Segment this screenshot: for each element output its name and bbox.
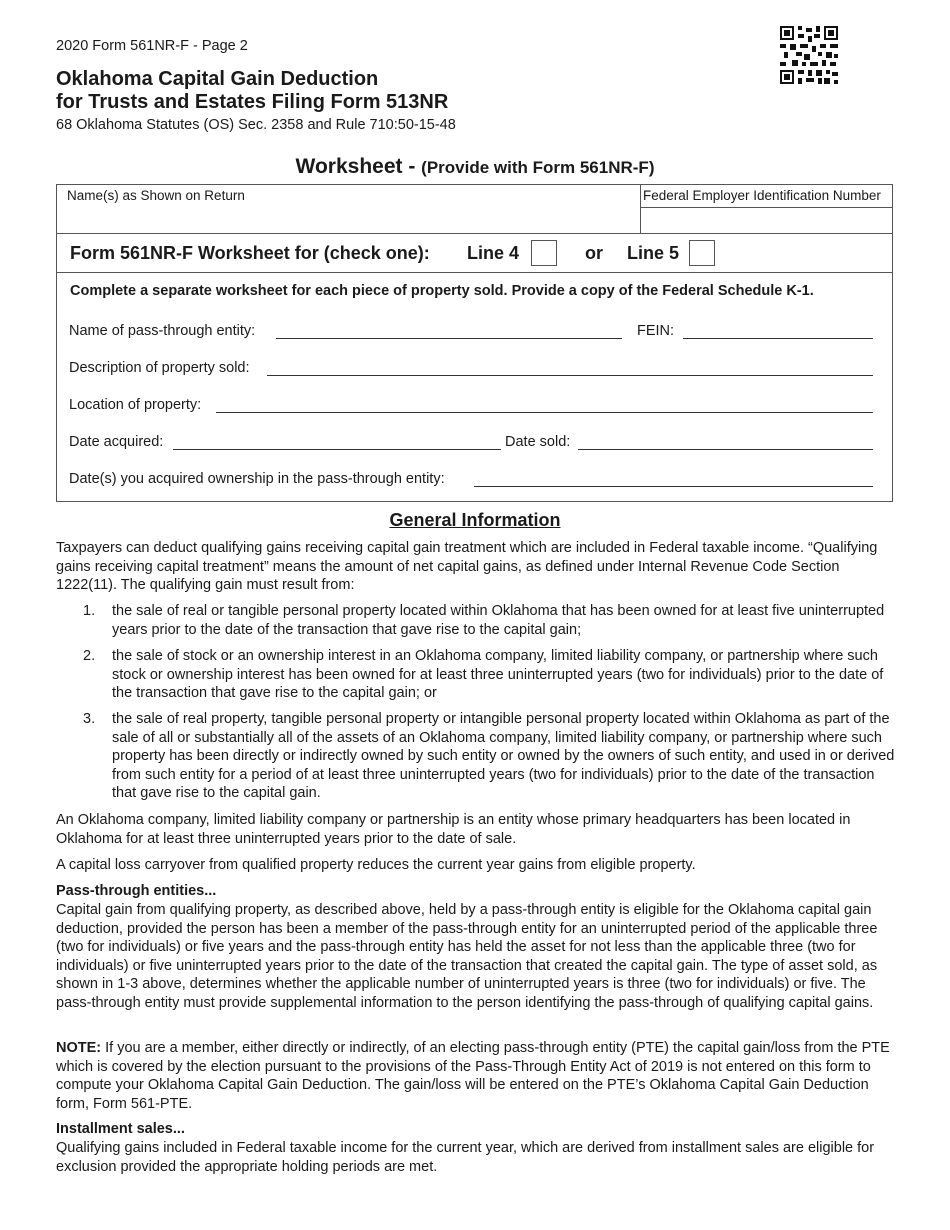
ownership-date-label: Date(s) you acquired ownership in the pass-through entity: [69,471,445,487]
date-acquired-label: Date acquired: [69,434,164,450]
line4-label: Line 4 [467,243,520,263]
worksheet-subtitle: (Provide with Form 561NR-F) [421,158,655,177]
entity-name-label: Name of pass-through entity: [69,323,256,339]
title-line-2: for Trusts and Estates Filing Form 513NR [56,91,449,113]
location-label: Location of property: [69,397,202,413]
line4-checkbox[interactable] [531,240,557,266]
location-input[interactable] [216,412,873,413]
date-acquired-input[interactable] [173,449,501,450]
list-item-number: 3. [83,711,96,727]
qr-code-icon [780,26,838,84]
worksheet-box [56,184,893,502]
installment-paragraph: Qualifying gains included in Federal taxable income for the current year, which are derived from installment sales are eligible for exclusion provided the appropriate holding periods are met. [56,1140,875,1175]
fein-id-label: Federal Employer Identification Number [643,188,881,203]
line5-checkbox[interactable] [689,240,715,266]
fein-id-divider [641,207,892,208]
carryover-paragraph: A capital loss carryover from qualified property reduces the current year gains from eligible property. [56,857,696,873]
check-one-row [57,233,892,273]
statute-reference: 68 Oklahoma Statutes (OS) Sec. 2358 and Rule 710:50-15-48 [56,117,456,133]
pte-heading: Pass-through entities... [56,883,217,899]
fein-label: FEIN: [637,323,675,339]
date-sold-input[interactable] [578,449,873,450]
names-label: Name(s) as Shown on Return [67,188,245,203]
page-label: 2020 Form 561NR-F - Page 2 [56,38,248,54]
or-label: or [585,243,603,263]
list-item-text: the sale of real or tangible personal property located within Oklahoma that has been owned for at least five uninterrupted years prior to the date of the transaction that gave rise to the capital gain; [112,603,885,638]
list-item-text: the sale of stock or an ownership interest in an Oklahoma company, limited liability company, or partnership where such stock or ownership interest has been owned for at least three uninterrupted years (two for individuals) prior to the date of the transaction that gave rise to the capital gain; or [112,648,884,701]
description-label: Description of property sold: [69,360,250,376]
title-line-1: Oklahoma Capital Gain Deduction [56,68,379,90]
worksheet-instruction: Complete a separate worksheet for each piece of property sold. Provide a copy of the Federal Schedule K-1. [70,283,814,299]
ok-company-paragraph: An Oklahoma company, limited liability company or partnership is an entity whose primary headquarters has been located in Oklahoma for at least three uninterrupted years prior to the date of sale. [56,812,851,847]
note-paragraph [56,1039,896,1113]
pte-paragraph: Capital gain from qualifying property, as described above, held by a pass-through entity is eligible for the Oklahoma capital gain deduction, provided the person has been a member of the pass-through entity for an uninterrupted period of the applicable three (two for individuals) or five years and the pass-through entity has held the asset for not less than the applicable three (two for individuals) or five uninterrupted years prior to the date of the transaction that created the capital gain. The type of asset sold, as shown in 1-3 above, determines whether the applicable number of uninterrupted years is three (two for individuals) or five. The pass-through entity must provide supplemental information to the person identifying the pass-through of qualifying capital gains. [56,902,878,1011]
fein-input[interactable] [683,338,873,339]
list-item-number: 2. [83,648,96,664]
list-item-number: 1. [83,603,96,619]
intro-paragraph: Taxpayers can deduct qualifying gains receiving capital gain treatment which are included in Federal taxable income. “Qualifying gains receiving capital treatment” means the amount of net capital gains, as defined under Internal Revenue Code Section 1222(11). The qualifying gain must result from: [56,540,878,593]
date-sold-label: Date sold: [505,434,571,450]
worksheet-title [0,155,950,179]
fein-id-field[interactable] [641,185,892,233]
check-one-label: Form 561NR-F Worksheet for (check one): [70,243,430,263]
worksheet-title-main: Worksheet - [295,155,422,178]
list-item-text: the sale of real property, tangible personal property or intangible personal property located within Oklahoma as part of the sale of all or substantially all of the assets of an Oklahoma company, limited liability company, or partnership where such property has been directly or indirectly owned by such entity or owned by the owners of such entity, and used in or derived from such entity for a period of at least three uninterrupted years (two for individuals) prior to the date of the transaction that gave rise to the capital gain. [112,711,895,801]
installment-heading: Installment sales... [56,1121,185,1137]
line5-label: Line 5 [627,243,680,263]
note-label: NOTE: [56,1040,102,1056]
ownership-date-input[interactable] [474,486,873,487]
entity-name-input[interactable] [276,338,622,339]
description-input[interactable] [267,375,873,376]
list-item [83,602,898,640]
general-info-title: General Information [389,510,561,530]
note-text: If you are a member, either directly or indirectly, of an electing pass-through entity (PTE) the capital gain/loss from the PTE which is covered by the election pursuant to the provisions of the Pass-Through Entity Act of 2019 is not entered on this form to compute your Oklahoma Capital Gain Deduction. The gain/loss will be entered on the PTE’s Oklahoma Capital Gain Deduction form, Form 561-PTE. [56,1040,890,1112]
form-title [56,68,448,114]
list-item [83,647,898,703]
names-field[interactable] [57,185,641,233]
list-item [83,710,898,804]
